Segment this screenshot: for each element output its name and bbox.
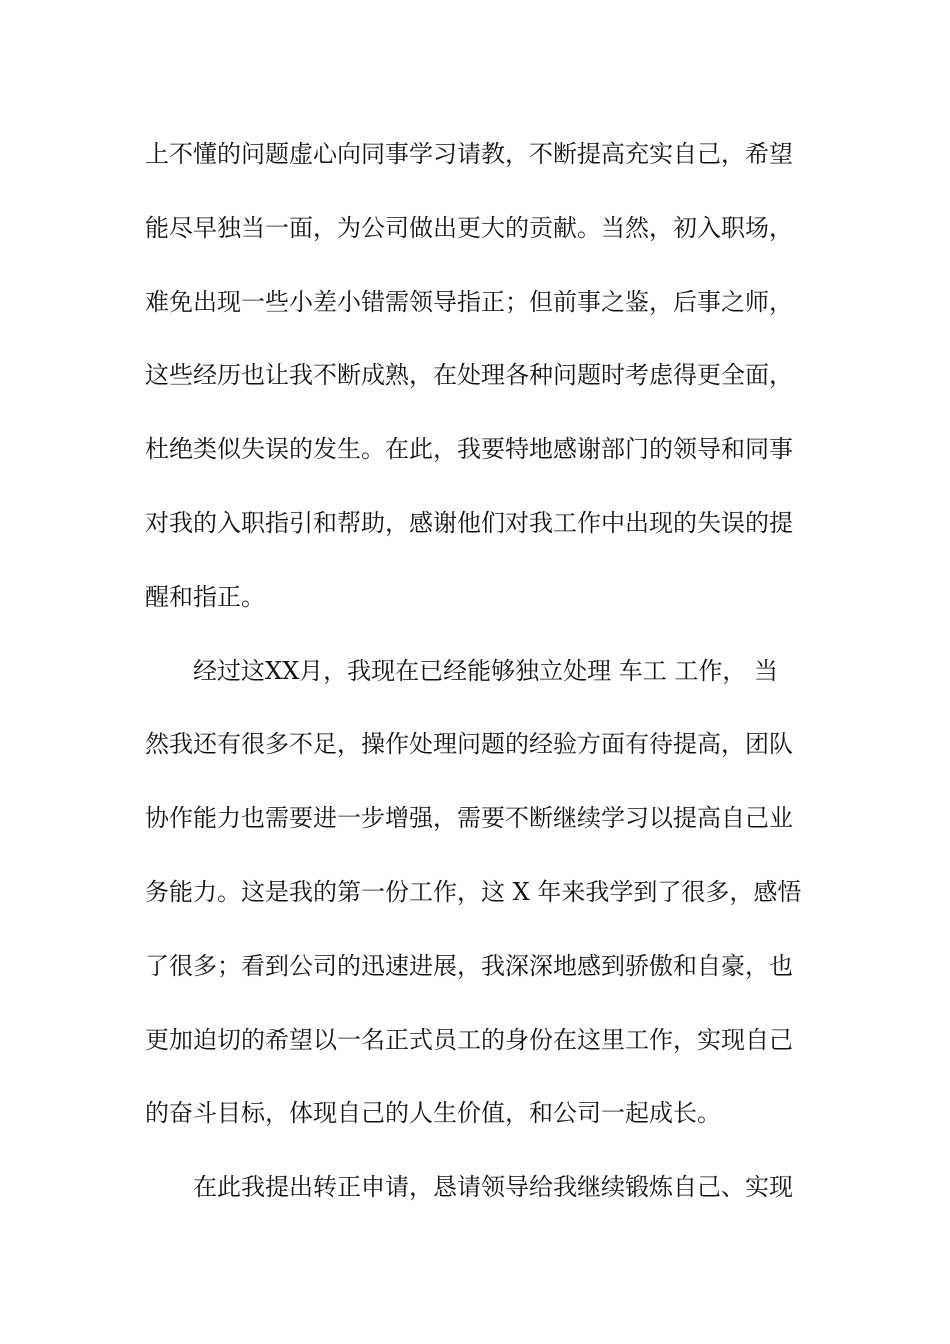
paragraph-first-line: 经过这XX月，我现在已经能够独立处理 车工 工作， 当 [193,656,779,685]
text-line: 杜绝类似失误的发生。在此，我要特地感谢部门的领导和同事 [145,435,793,464]
text-line: 难免出现一些小差小错需领导指正；但前事之鉴，后事之师， [145,287,793,316]
text-line: 醒和指正。 [145,582,265,611]
text-line: 上不懂的问题虚心向同事学习请教，不断提高充实自己，希望 [145,140,793,168]
body-text [145,127,807,1234]
paragraph-first-line: 在此我提出转正申请，恳请领导给我继续锻炼自己、实现 [193,1173,793,1202]
text-line: 协作能力也需要进一步增强，需要不断继续学习以提高自己业 [145,804,793,833]
text-line: 了很多；看到公司的迅速进展，我深深地感到骄傲和自豪，也 [145,951,793,980]
text-line: 务能力。这是我的第一份工作，这 X 年来我学到了很多，感悟 [145,877,802,906]
text-line: 然我还有很多不足，操作处理问题的经验方面有待提高，团队 [145,730,793,759]
text-line: 对我的入职指引和帮助，感谢他们对我工作中出现的失误的提 [145,508,793,537]
text-line: 的奋斗目标，体现自己的人生价值，和公司一起成长。 [145,1099,721,1128]
text-line: 这些经历也让我不断成熟，在处理各种问题时考虑得更全面， [145,361,793,390]
text-line: 更加迫切的希望以一名正式员工的身份在这里工作，实现自己 [145,1025,793,1054]
text-line: 能尽早独当一面，为公司做出更大的贡献。当然，初入职场， [145,213,793,242]
